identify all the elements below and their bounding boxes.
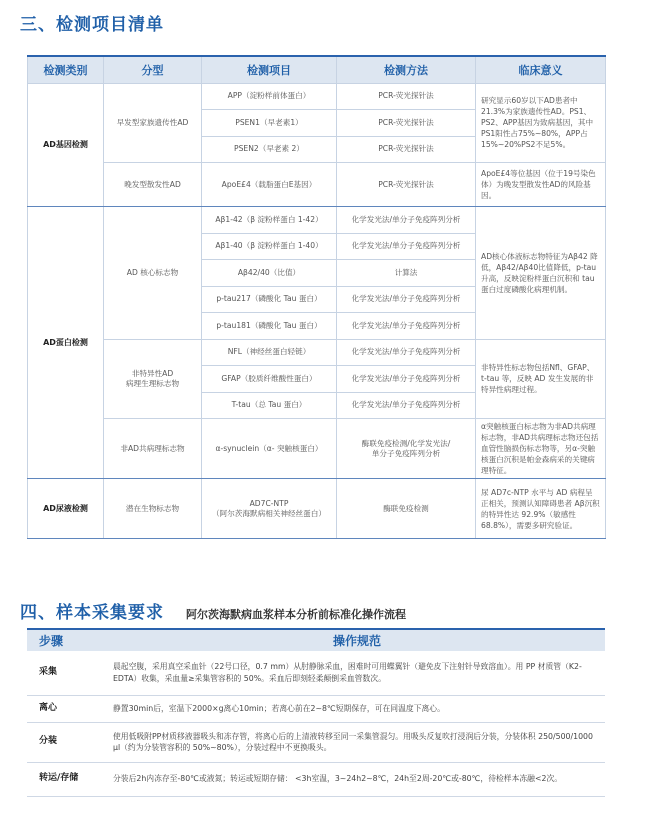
item-cell: PSEN1（早老素1） — [202, 110, 337, 137]
table-row — [28, 163, 606, 207]
table-row — [28, 479, 606, 539]
significance-cell: 研究显示60岁以下AD患者中21.3%为家族遗传性AD。PS1、PS2、APP基因为致病基因，其中PS1阳性占75%~80%，APP占15%~20%PS2不足5%。 — [476, 83, 606, 163]
detection-table-body — [28, 83, 606, 539]
step-spec: 静置30min后，室温下2000×g离心10min；若离心前在2~8℃短期保存，可在同温度下离心。 — [109, 695, 605, 722]
method-cell: 化学发光法/单分子免疫阵列分析 — [337, 339, 476, 366]
category-cell: AD尿液检测 — [28, 479, 104, 539]
item-cell: AD7C-NTP （阿尔茨海默病相关神经丝蛋白） — [202, 479, 337, 539]
item-cell: PSEN2（早老素 2） — [202, 136, 337, 163]
step-row — [27, 762, 605, 796]
method-cell: 酶联免疫检测/化学发光法/ 单分子免疫阵列分析 — [337, 419, 476, 479]
header-method: 检测方法 — [337, 56, 476, 83]
header-subtype: 分型 — [104, 56, 202, 83]
step-row — [27, 722, 605, 762]
step-spec: 分装后2h内冻存至-80℃或液氮；转运或短期存储： <3h室温，3~24h2~8℃，24h至2周-20℃或-80℃，待检样本冻融<2次。 — [109, 762, 605, 796]
section-3-title: 三、检测项目清单 — [20, 15, 164, 35]
header-significance: 临床意义 — [476, 56, 606, 83]
step-name: 转运/存储 — [27, 762, 109, 796]
table-row — [28, 207, 606, 234]
steps-table-header — [27, 629, 605, 651]
item-cell: Aβ1-42（β 淀粉样蛋白 1-42） — [202, 207, 337, 234]
item-cell: p-tau217（磷酸化 Tau 蛋白） — [202, 286, 337, 313]
item-cell: ApoE£4（载脂蛋白E基因） — [202, 163, 337, 207]
significance-cell: AD核心体液标志物特征为Aβ42 降低，Aβ42/Aβ40比值降低，p-tau 升高，反映淀粉样蛋白沉积和 tau 蛋白过度磷酸化病理机制。 — [476, 207, 606, 340]
item-cell: Aβ42/40（比值） — [202, 260, 337, 287]
step-row — [27, 695, 605, 722]
step-name: 离心 — [27, 695, 109, 722]
header-item: 检测项目 — [202, 56, 337, 83]
table-row — [28, 83, 606, 110]
steps-table-body — [27, 651, 605, 796]
header-step: 步骤 — [27, 629, 109, 651]
detection-items-table — [27, 55, 606, 539]
category-cell: AD蛋白检测 — [28, 207, 104, 479]
item-cell: GFAP（胶质纤维酸性蛋白） — [202, 366, 337, 393]
subtype-cell: 晚发型散发性AD — [104, 163, 202, 207]
step-spec: 使用低吸附PP材质移液器吸头和冻存管，将离心后的上清液转移至同一采集管混匀。用吸头反复吹打浸润后分装，分装体积 250/500/1000 μl（约为分装管容积的 50%~80%），分装过程中不更换吸头。 — [109, 722, 605, 762]
item-cell: APP（淀粉样前体蛋白） — [202, 83, 337, 110]
method-cell: 化学发光法/单分子免疫阵列分析 — [337, 233, 476, 260]
item-cell: α-synuclein（α- 突触核蛋白） — [202, 419, 337, 479]
method-cell: PCR-荧光探针法 — [337, 136, 476, 163]
method-cell: 化学发光法/单分子免疫阵列分析 — [337, 366, 476, 393]
category-cell: AD基因检测 — [28, 83, 104, 207]
method-cell: PCR-荧光探针法 — [337, 163, 476, 207]
significance-cell: 尿 AD7c-NTP 水平与 AD 病程呈正相关，预测认知障碍患者 Aβ沉积的特异性达 92.9%（敏感性68.8%），需要多研究验证。 — [476, 479, 606, 539]
step-name: 采集 — [27, 651, 109, 695]
method-cell: 化学发光法/单分子免疫阵列分析 — [337, 392, 476, 419]
method-cell: 化学发光法/单分子免疫阵列分析 — [337, 313, 476, 340]
header-category: 检测类别 — [28, 56, 104, 83]
method-cell: PCR-荧光探针法 — [337, 83, 476, 110]
step-row — [27, 651, 605, 695]
step-name: 分装 — [27, 722, 109, 762]
section-4-title — [20, 598, 406, 623]
method-cell: 化学发光法/单分子免疫阵列分析 — [337, 207, 476, 234]
item-cell: NFL（神经丝蛋白轻链） — [202, 339, 337, 366]
item-cell: Aβ1-40（β 淀粉样蛋白 1-40） — [202, 233, 337, 260]
item-cell: p-tau181（磷酸化 Tau 蛋白） — [202, 313, 337, 340]
table-row — [28, 339, 606, 366]
subtype-cell: 非AD共病理标志物 — [104, 419, 202, 479]
detection-table-header — [28, 56, 606, 83]
method-cell: 酶联免疫检测 — [337, 479, 476, 539]
section-4-subtitle: 阿尔茨海默病血浆样本分析前标准化操作流程 — [186, 608, 406, 621]
significance-cell: ApoE£4等位基因（位于19号染色体）为晚发型散发性AD的风险基因。 — [476, 163, 606, 207]
subtype-cell: 非特异性AD 病理生理标志物 — [104, 339, 202, 419]
method-cell: 化学发光法/单分子免疫阵列分析 — [337, 286, 476, 313]
subtype-cell: AD 核心标志物 — [104, 207, 202, 340]
method-cell: 计算法 — [337, 260, 476, 287]
step-spec: 晨起空腹，采用真空采血针（22号口径，0.7 mm）从肘静脉采血，困难时可用蝶翼针（避免皮下注射针导致溶血）。用 PP 材质管（K2-EDTA）收集，采血量≥采集管容积的 50%。采血后即刻轻柔颠倒采血管数次。 — [109, 651, 605, 695]
item-cell: T-tau（总 Tau 蛋白） — [202, 392, 337, 419]
section-4-title-text: 四、样本采集要求 — [20, 603, 164, 623]
sample-collection-table — [27, 628, 605, 797]
subtype-cell: 早发型家族遗传性AD — [104, 83, 202, 163]
header-spec: 操作规范 — [109, 629, 605, 651]
method-cell: PCR-荧光探针法 — [337, 110, 476, 137]
significance-cell: 非特异性标志物包括Nfl、GFAP、t-tau 等，反映 AD 发生发展的非特异性病理过程。 — [476, 339, 606, 419]
subtype-cell: 潜在生物标志物 — [104, 479, 202, 539]
significance-cell: α突触核蛋白标志物为非AD共病理标志物，非AD共病理标志物还包括血管性脑损伤标志物等，另α-突触核蛋白沉积是帕金森病采的关键病理特征。 — [476, 419, 606, 479]
table-row — [28, 419, 606, 479]
